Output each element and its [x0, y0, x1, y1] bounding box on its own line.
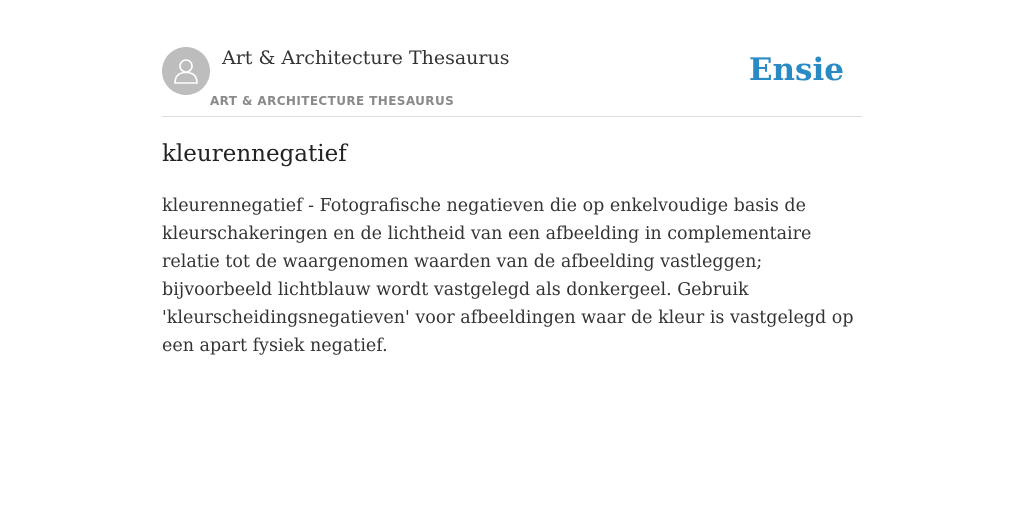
header — [162, 46, 862, 117]
author-name[interactable]: Art & Architecture Thesaurus — [222, 47, 510, 69]
entry-title: kleurennegatief — [162, 141, 347, 167]
author-avatar[interactable] — [162, 47, 210, 95]
brand-logo[interactable]: Ensie — [748, 52, 844, 88]
author-subtitle: ART & ARCHITECTURE THESAURUS — [210, 94, 455, 108]
user-silhouette-icon — [171, 56, 201, 86]
entry-definition: kleurennegatief - Fotografische negatieven die op enkelvoudige basis de kleurschakeringen en de lichtheid van een afbeelding in complementaire relatie tot de waargenomen waarden van de afbeelding vastleggen; bijvoorbeeld lichtblauw wordt vastgelegd als donkergeel. Gebruik 'kleurscheidingsnegatieven' voor afbeeldingen waar de kleur is vastgelegd op een apart fysiek negatief. — [162, 196, 854, 356]
